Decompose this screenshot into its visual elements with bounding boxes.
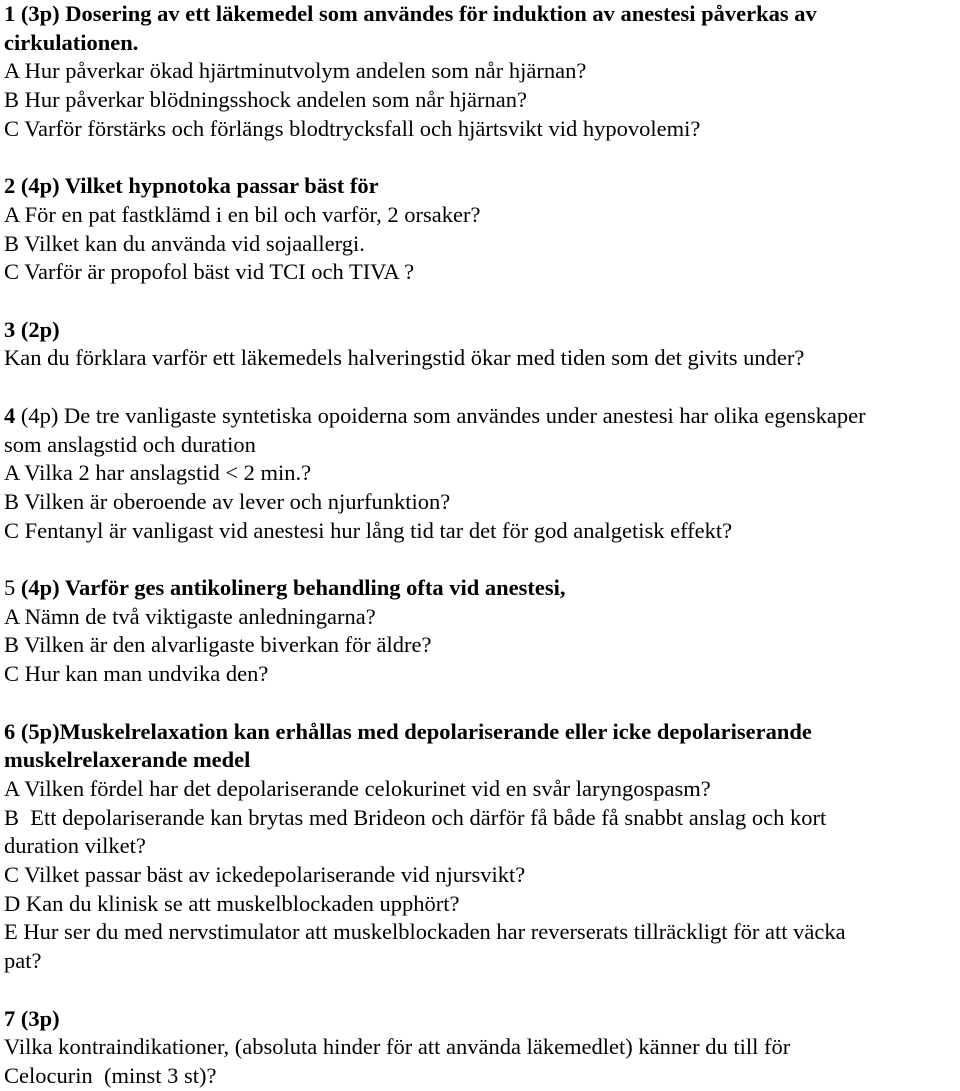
question-5-header-text: (4p) Varför ges antikolinerg behandling ofta vid anestesi, bbox=[20, 575, 566, 600]
question-5-number: 5 bbox=[4, 575, 21, 600]
question-1-part-c: C Varför förstärks och förlängs blodtrycksfall och hjärtsvikt vid hypovolemi? bbox=[4, 115, 701, 141]
question-2-part-a: A För en pat fastklämd i en bil och varför, 2 orsaker? bbox=[4, 201, 481, 227]
spacer bbox=[4, 689, 960, 718]
question-1-part-b: B Hur påverkar blödningsshock andelen som når hjärnan? bbox=[4, 87, 527, 113]
question-3-text: Kan du förklara varför ett läkemedels halveringstid ökar med tiden som det givits under? bbox=[4, 345, 805, 371]
question-6 bbox=[4, 718, 960, 976]
question-4-number: 4 bbox=[4, 402, 16, 428]
question-4-part-b: B Vilken är oberoende av lever och njurfunktion? bbox=[4, 488, 451, 514]
spacer bbox=[4, 144, 960, 173]
spacer bbox=[4, 287, 960, 316]
question-6-part-b-continued: duration vilket? bbox=[4, 833, 146, 859]
question-6-header: 6 (5p)Muskelrelaxation kan erhållas med depolariserande eller icke depolariserande bbox=[4, 718, 812, 744]
question-5-header bbox=[4, 574, 960, 603]
question-1-header: 1 (3p) Dosering av ett läkemedel som användes för induktion av anestesi påverkas av bbox=[4, 1, 817, 26]
question-5-part-b: B Vilken är den alvarligaste biverkan för äldre? bbox=[4, 632, 432, 658]
question-7-text: Vilka kontraindikationer, (absoluta hinder för att använda läkemedlet) känner du till för bbox=[4, 1034, 791, 1060]
question-7-text-continued: Celocurin (minst 3 st)? bbox=[4, 1062, 217, 1088]
question-5 bbox=[4, 574, 960, 689]
question-2-header: 2 (4p) Vilket hypnotoka passar bäst för bbox=[4, 173, 379, 199]
question-4-header-continued: som anslagstid och duration bbox=[4, 431, 256, 457]
question-3 bbox=[4, 316, 960, 373]
spacer bbox=[4, 545, 960, 574]
question-7-header: 7 (3p) bbox=[4, 1005, 60, 1031]
question-4-header-text: (4p) De tre vanligaste syntetiska opoiderna som användes under anestesi har olika egenskaper bbox=[15, 402, 866, 428]
question-4-part-c: C Fentanyl är vanligast vid anestesi hur lång tid tar det för god analgetisk effekt? bbox=[4, 517, 733, 543]
question-2-part-b: B Vilket kan du använda vid sojaallergi. bbox=[4, 230, 365, 256]
question-6-part-d: D Kan du klinisk se att muskelblockaden upphört? bbox=[4, 890, 460, 916]
question-6-part-e: E Hur ser du med nervstimulator att muskelblockaden har reverserats tillräckligt för att väcka bbox=[4, 919, 846, 945]
question-5-part-a: A Nämn de två viktigaste anledningarna? bbox=[4, 603, 376, 629]
question-6-part-e-continued: pat? bbox=[4, 948, 42, 974]
question-6-part-c: C Vilket passar bäst av ickedepolariserande vid njursvikt? bbox=[4, 862, 526, 888]
question-6-part-b: B Ett depolariserande kan brytas med Brideon och därför få både få snabbt anslag och kort bbox=[4, 804, 827, 830]
question-6-header-continued: muskelrelaxerande medel bbox=[4, 747, 251, 773]
question-5-part-c: C Hur kan man undvika den? bbox=[4, 661, 269, 687]
question-1 bbox=[4, 0, 960, 144]
question-4-part-a: A Vilka 2 har anslagstid < 2 min.? bbox=[4, 460, 312, 486]
question-4-header bbox=[4, 402, 960, 431]
question-2 bbox=[4, 172, 960, 287]
question-3-header: 3 (2p) bbox=[4, 316, 60, 342]
spacer bbox=[4, 373, 960, 402]
question-1-part-a: A Hur påverkar ökad hjärtminutvolym andelen som når hjärnan? bbox=[4, 58, 587, 84]
spacer bbox=[4, 976, 960, 1005]
question-6-part-a: A Vilken fördel har det depolariserande celokurinet vid en svår laryngospasm? bbox=[4, 775, 711, 801]
question-7 bbox=[4, 1005, 960, 1091]
question-1-header-continued: cirkulationen. bbox=[4, 29, 139, 55]
question-2-part-c: C Varför är propofol bäst vid TCI och TIVA ? bbox=[4, 259, 415, 285]
question-4 bbox=[4, 402, 960, 546]
